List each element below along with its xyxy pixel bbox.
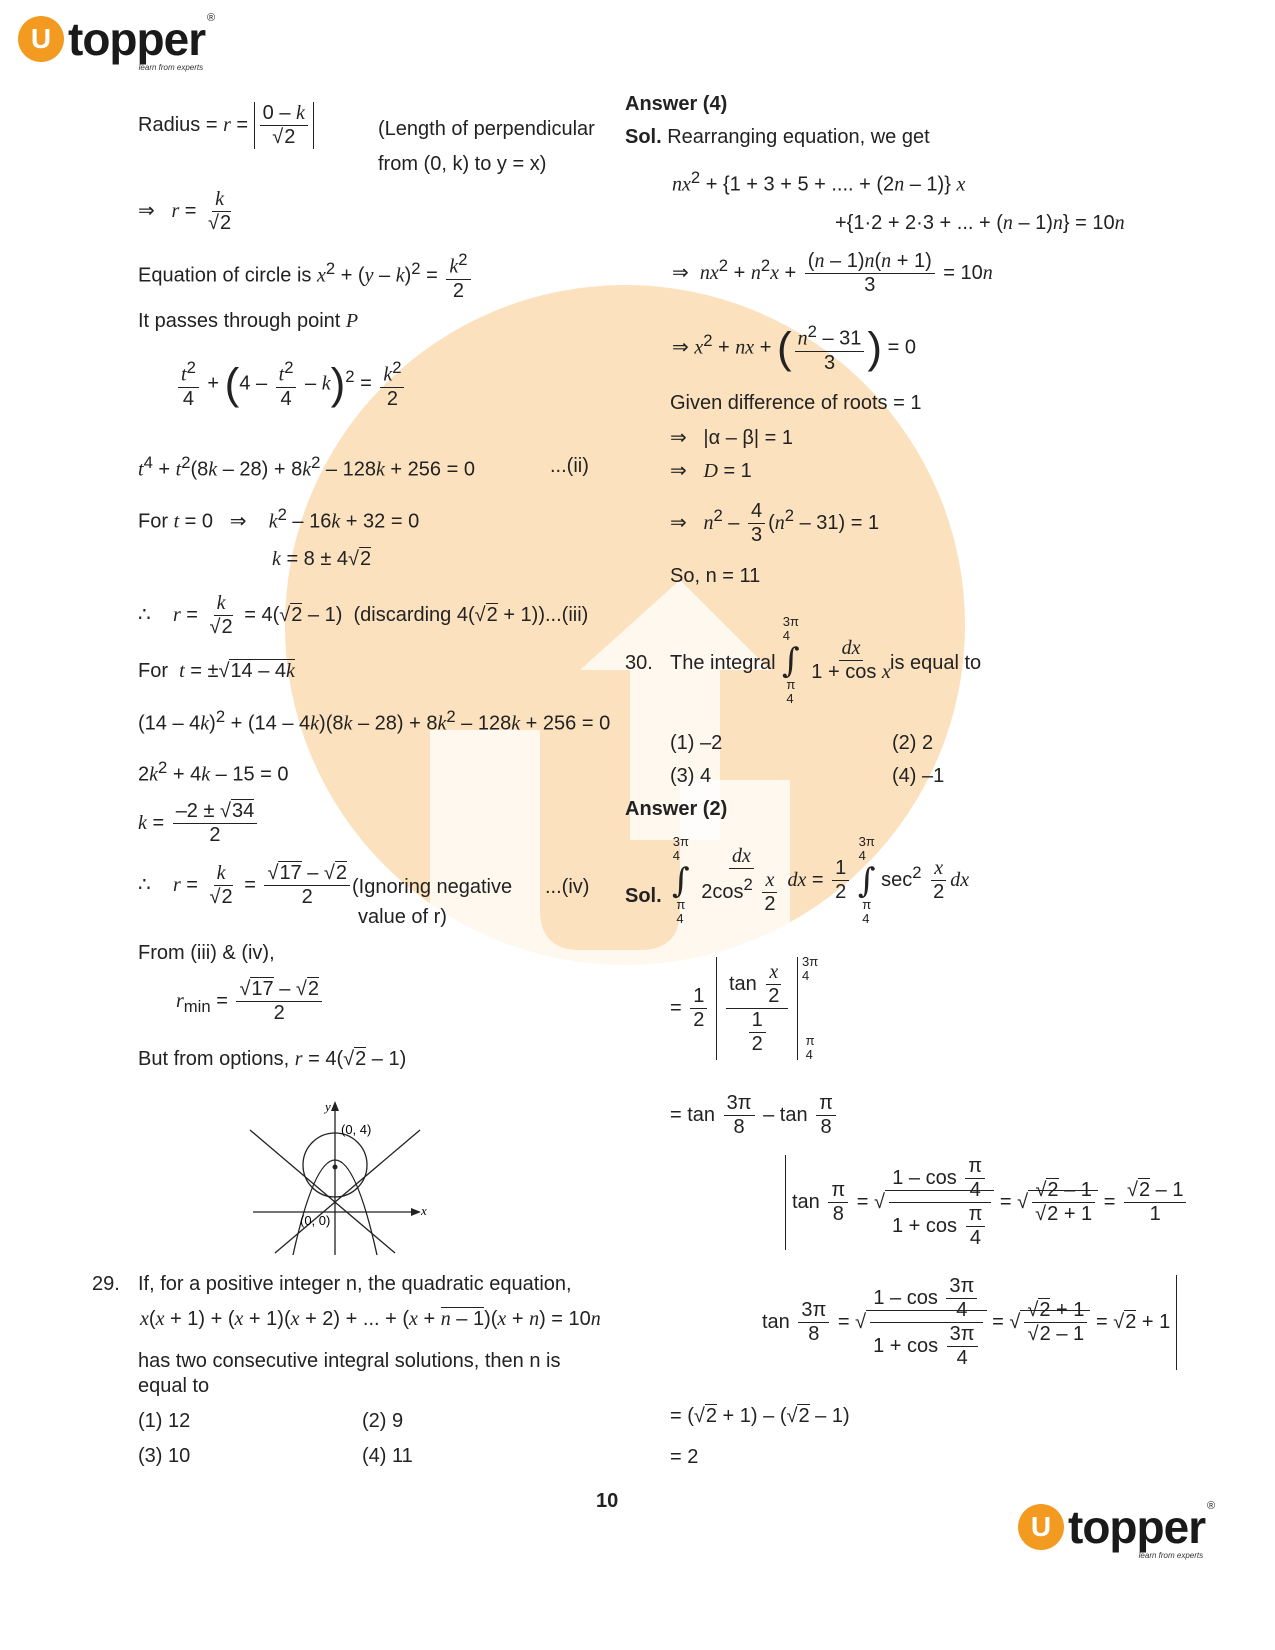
q30-answer: Answer (2) — [625, 798, 728, 820]
q30-sol-label: Sol. — [625, 885, 662, 907]
q29-solution-intro — [625, 126, 930, 149]
but-from-label: But from options, — [138, 1048, 295, 1070]
topper-logo-bottom — [1018, 1500, 1216, 1560]
but-from-options: But from options, r = 4(√2 – 1) — [138, 1048, 407, 1070]
q30-option-1: (1) –2 — [670, 732, 723, 754]
topper-logo-word: topper — [68, 13, 206, 65]
tan-pi-8: tan $\frac{\pi}{8}$ = √ 1 – cos $\frac{\pi}{4}$ 1 + cos $\frac{\pi}{4}$ = √ $\frac{√2 - 1}{√2 + 1}$ = $\frac{√2 - 1}{1}$ — [785, 1155, 1189, 1250]
substitution-equation: $\frac{t^2}{4}$ + (4 – $\frac{t^2}{4}$ – k)$^2$ = $\frac{k^2}{2}$ — [175, 358, 407, 411]
circle-equation: Equation of circle is $x^2 + (y - k)^2$ = $\frac{k^2}{2}$ — [138, 250, 474, 303]
r-equals-k-over-root2: ⇒ r = $\frac{k}{√2}$ — [138, 188, 232, 234]
line-y-neg-x — [250, 1130, 395, 1253]
y-axis-arrow — [331, 1101, 339, 1111]
page-number: 10 — [596, 1490, 619, 1512]
q29-option-2: (2) 9 — [362, 1410, 404, 1432]
circle-parabola-graph — [245, 1095, 445, 1260]
for-t-zero: For t = 0 ⇒ $k^2 - 16k + 32 = 0$ — [138, 505, 420, 533]
for-label: For — [138, 510, 174, 533]
x-axis-arrow — [411, 1208, 421, 1216]
q29-answer: Answer (4) — [625, 93, 728, 115]
q30-integral: 3π 4 ∫ π 4 $\frac{dx}{\text{1 + cos x}}$ — [782, 614, 891, 706]
q30-text: The integral — [670, 652, 776, 674]
topper-logo-mark: U — [18, 16, 64, 62]
rearranged-eq-3: ⇒ $nx^2 + n^2x$ + $\frac{(n - 1)n(n + 1)}{3}$ = 10n — [672, 250, 993, 296]
equation-iv: ∴ r = $\frac{k}{√2}$ = $\frac{√17 - √2}{2}$ — [138, 862, 353, 909]
q29-equation: x(x + 1) + (x + 1)(x + 2) + ... + (x + n – 1)(x + n) = 10n — [140, 1308, 601, 1330]
graph-point-00: (0, 0) — [300, 1213, 331, 1228]
passes-through-text — [138, 310, 358, 333]
discarding-label: (discarding — [353, 603, 457, 626]
rearranged-eq-2: +{1·2 + 2·3 + ... + (n – 1)n} = 10n — [835, 212, 1125, 234]
given-difference: Given difference of roots = 1 — [670, 392, 922, 414]
quadratic-k: $2k^2 + 4k - 15 = 0$ — [138, 758, 289, 786]
q30-sol-step-4: = (√2 + 1) – (√2 – 1) — [670, 1405, 850, 1427]
q30-sol-step-3: = tan $\frac{3\pi}{8}$ – tan $\frac{\pi}{8}$ — [670, 1092, 839, 1139]
q29-option-4: (4) 11 — [362, 1445, 413, 1467]
topper-logo-word-bottom: topper — [1068, 1501, 1206, 1553]
passes-label: It passes through point — [138, 310, 346, 332]
sol-text: Rearranging equation, we get — [667, 126, 930, 148]
equation-iv-tag: ...(iv) — [545, 876, 590, 898]
from-iii-iv: From (iii) & (iv), — [138, 942, 275, 964]
discriminant: ⇒ D = 1 — [670, 460, 752, 482]
q29-text-3: equal to — [138, 1375, 210, 1397]
q30-result: = 2 — [670, 1446, 699, 1468]
so-n: So, n = 11 — [670, 565, 761, 587]
sol-label: Sol. — [625, 126, 662, 148]
line-y-x — [275, 1130, 420, 1253]
q29-option-3: (3) 10 — [138, 1445, 191, 1467]
q30-option-2: (2) 2 — [892, 732, 934, 754]
graph-y-label: y — [325, 1099, 331, 1114]
alpha-beta: ⇒ |α – β| = 1 — [670, 427, 794, 449]
topper-logo-top — [18, 12, 216, 72]
q30-text-end: is equal to — [890, 652, 982, 674]
q30-number: 30. — [625, 652, 653, 674]
expanded-equation: $(14 - 4k)^2 + (14 - 4k)(8k - 28) + 8k^2 - 128k + 256 = 0$ — [138, 707, 611, 735]
q29-option-1: (1) 12 — [138, 1410, 191, 1432]
q29-text-2: has two consecutive integral solutions, then n is — [138, 1350, 561, 1372]
for-t-root: For t = ±√14 – 4k — [138, 660, 295, 682]
topper-logo-reg: ® — [207, 12, 216, 24]
circle-center — [333, 1165, 338, 1170]
radius-equation: Radius = r = $\frac{0 - k}{√2}$ — [138, 102, 314, 149]
circle-eq-label: Equation of circle is — [138, 264, 317, 287]
graph-point-04: (0, 4) — [341, 1122, 372, 1137]
tan-3pi-8: tan $\frac{3\pi}{8}$ = √ 1 – cos $\frac{3\pi}{4}$ 1 + cos $\frac{3\pi}{4}$ = √ $\frac{√2 + 1}{√2 - 1}$ = √2 + 1 — [762, 1275, 1177, 1370]
q30-sol-step-1: 3π 4 ∫ π 4 dx $2\cos^2$ $\frac{x}{2}$ dx = $\frac{1}{2}$ 3π 4 ∫ π 4 $\sec^2$ $\frac{x}{2}$ dx — [672, 834, 970, 926]
r-min: $r_{min}$ = $\frac{√17 - √2}{2}$ — [176, 978, 325, 1025]
equation-ii-tag: ...(ii) — [550, 455, 589, 477]
radius-note-1: (Length of perpendicular — [378, 118, 595, 140]
q30-option-3: (3) 4 — [670, 765, 712, 787]
rearranged-eq-1: $nx^2 + \{1 + 3 + 5$ + .... + (2n – 1)} x — [672, 168, 966, 196]
point-p: P — [345, 310, 359, 332]
graph-x-label: x — [421, 1203, 427, 1218]
q29-number: 29. — [92, 1273, 120, 1295]
topper-logo-tagline: learn from experts — [138, 63, 204, 72]
equation-iii-tag: ...(iii) — [545, 604, 589, 626]
topper-logo-tagline-bottom: learn from experts — [1138, 1551, 1204, 1560]
radius-note-2: from (0, k) to y = x) — [378, 153, 547, 175]
ignoring-note-2: value of r) — [358, 906, 447, 928]
topper-logo-mark-bottom: U — [1018, 1504, 1064, 1550]
k-roots: k = $\frac{-2 \pm √34}{2}$ — [138, 800, 260, 847]
q29-text: If, for a positive integer n, the quadratic equation, — [138, 1273, 572, 1295]
equation-ii: $t^4 + t^2(8k - 28) + 8k^2 - 128k + 256 = 0$ — [138, 453, 475, 481]
q30-option-4: (4) –1 — [892, 765, 945, 787]
q30-sol-step-2: = $\frac{1}{2}$ tan $\frac{x}{2}$ $\frac{1}{2}$ 3π 4 π 4 — [670, 954, 819, 1062]
rearranged-eq-4: ⇒ $x^2$ + nx + ( $\frac{n^2 - 31}{3}$ ) = 0 — [672, 322, 916, 374]
topper-logo-reg-bottom: ® — [1207, 1500, 1216, 1512]
n-equation: ⇒ $n^2$ – $\frac{4}{3}$ $(n^2 - 31) = 1$ — [670, 500, 880, 546]
radius-label: Radius = — [138, 113, 224, 136]
k-value: k = 8 ± 4√2 — [272, 548, 372, 570]
equation-iii: ∴ r = $\frac{k}{√2}$ = 4(√2 – 1) (discarding 4(√2 + 1)) — [138, 592, 546, 638]
ignoring-note-1: (Ignoring negative — [352, 876, 513, 898]
